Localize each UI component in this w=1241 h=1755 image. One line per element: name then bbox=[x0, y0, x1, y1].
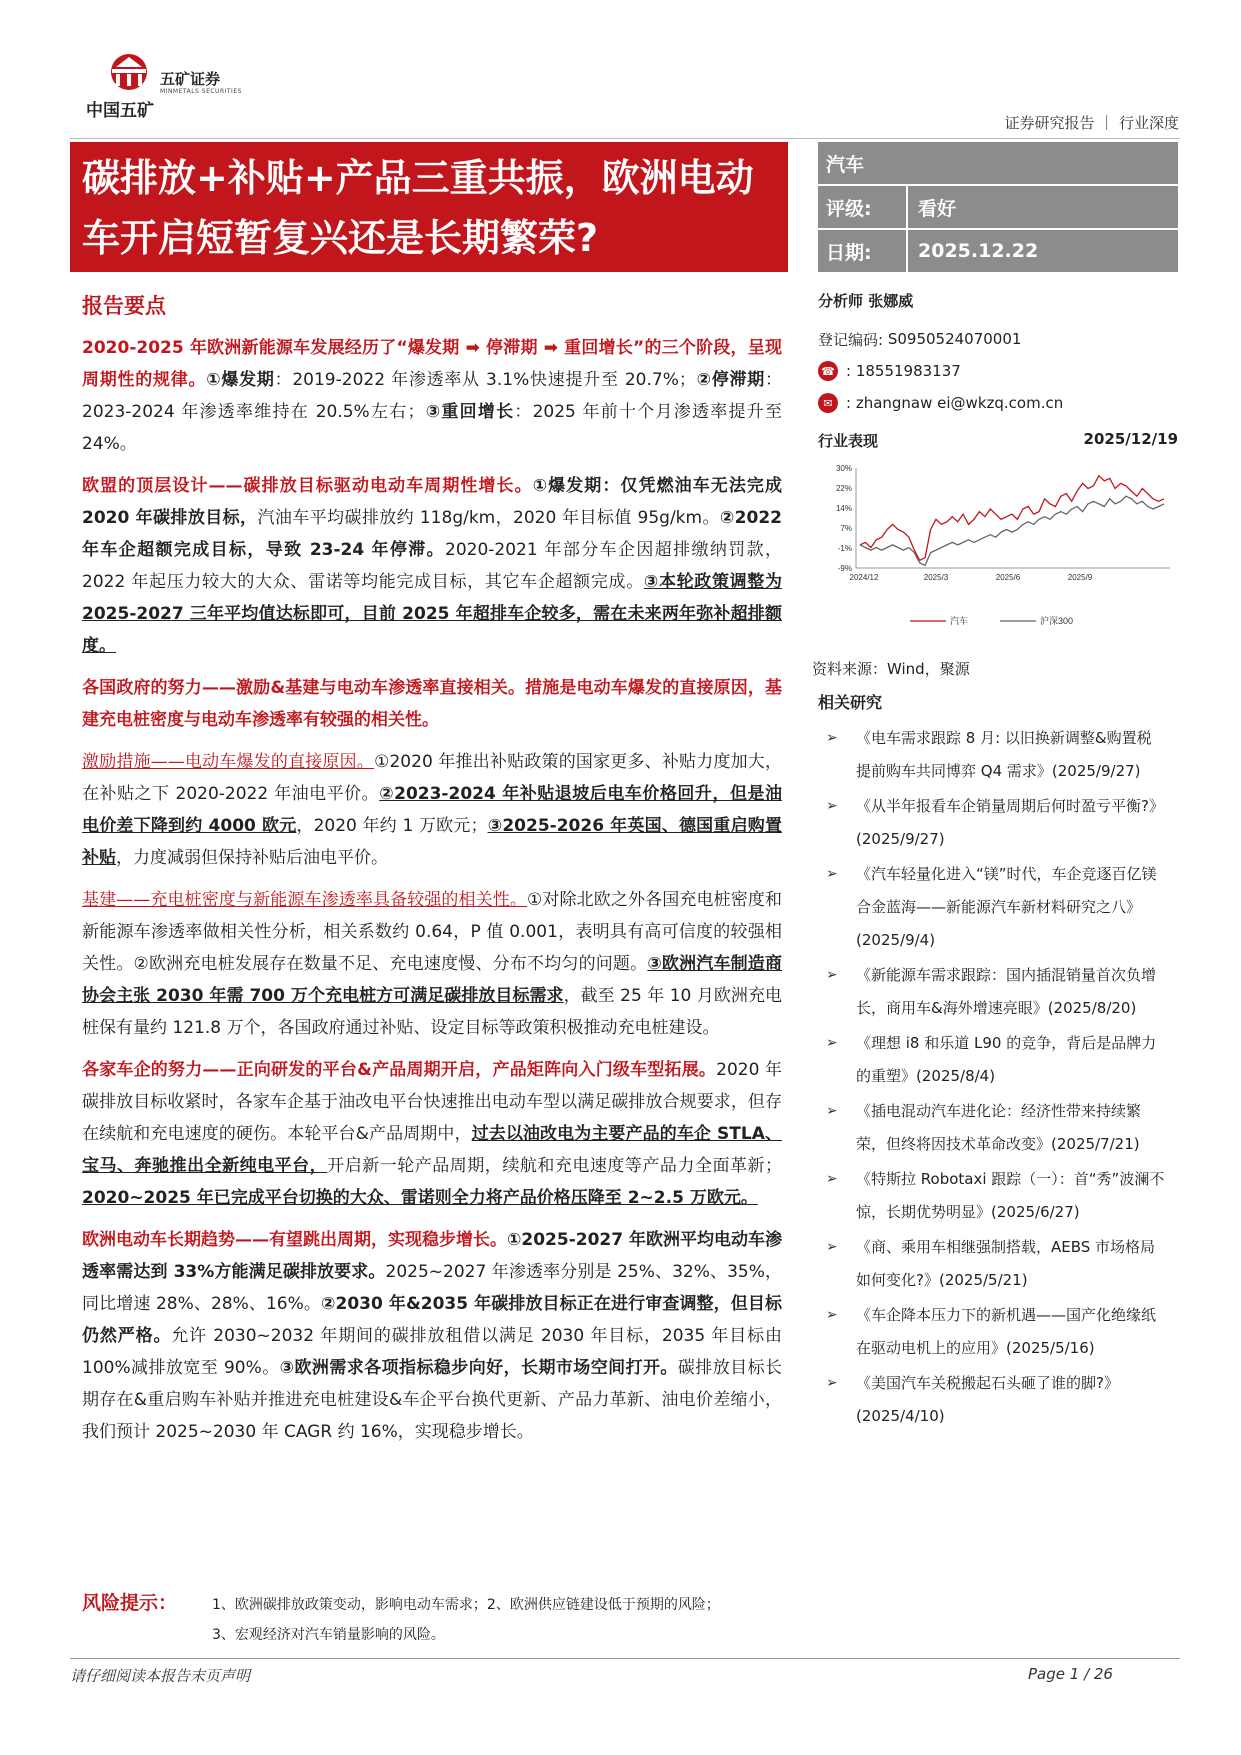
p6-c: 过去以油改电为主要产品的车企 STLA、宝马、奔驰推出全新纯电平台， bbox=[82, 1124, 782, 1176]
related-item[interactable]: ➢ 《车企降本压力下的新机遇——国产化绝缘纸在驱动电机上的应用》(2025/5/16) bbox=[826, 1299, 1166, 1365]
company-name-en: MINMETALS SECURITIES bbox=[160, 88, 242, 95]
sector-label: 汽车 bbox=[826, 153, 865, 176]
rating-row bbox=[818, 186, 1178, 230]
p4-c: ②2023-2024 年补贴退坡后电车价格回升，但是油电价差下降到约 4000 欧元 bbox=[82, 784, 783, 836]
risk-line-1: 1、欧洲碳排放政策变动，影响电动车需求；2、欧洲供应链建设低于预期的风险； bbox=[212, 1597, 720, 1613]
p1-g: ：2025 年前十个月渗透率提升至 24%。 bbox=[82, 402, 782, 454]
p5-lead: 基建——充电桩密度与新能源车渗透率具备较强的相关性。 bbox=[82, 890, 528, 910]
paragraph-6 bbox=[82, 1054, 782, 1214]
p1-f: ③重回增长 bbox=[424, 402, 515, 422]
paragraph-4 bbox=[82, 746, 782, 874]
p1-b: ①爆发期 bbox=[206, 370, 275, 390]
legend-label: 沪深300 bbox=[1040, 616, 1074, 626]
x-tick-label: 2024/12 bbox=[849, 573, 879, 582]
x-tick-label: 2025/9 bbox=[1067, 573, 1093, 582]
related-list bbox=[826, 722, 1166, 1435]
date-row bbox=[818, 230, 1178, 272]
rating-label: 评级: bbox=[826, 197, 872, 220]
p4-b: ①2020 年推出补贴政策的国家更多、补贴力度加大，在补贴之下 2020-2022 年油电平价。 bbox=[82, 752, 782, 804]
p7-g: 碳排放目标长期存在&重启购车补贴并推进充电桩建设&车企平台换代更新、产品力革新、油电价差缩小，我们预计 2025~2030 年 CAGR 约 16%，实现稳步增长。 bbox=[82, 1358, 782, 1442]
related-item[interactable]: ➢ 《汽车轻量化进入“镁”时代，车企竞逐百亿镁合金蓝海——新能源汽车新材料研究之八》(2025/9/4) bbox=[826, 858, 1166, 957]
p7-c: 2025~2027 年渗透率分别是 25%、32%、35%，同比增速 28%、28%、16%。 bbox=[82, 1262, 783, 1314]
page-number: Page 1 / 26 bbox=[1028, 1665, 1113, 1683]
y-tick-label: 7% bbox=[840, 524, 852, 533]
report-title: 碳排放+补贴+产品三重共振，欧洲电动车开启短暂复兴还是长期繁荣? bbox=[70, 142, 788, 272]
y-tick-label: 14% bbox=[835, 504, 852, 513]
related-item[interactable]: ➢ 《商、乘用车相继强制搭载，AEBS 市场格局如何变化?》(2025/5/21) bbox=[826, 1231, 1166, 1297]
group-name: 中国五矿 bbox=[86, 101, 154, 121]
p6-e: 2020~2025 年已完成平台切换的大众、雷诺则全力将产品价格压降至 2~2.5 万欧元。 bbox=[82, 1188, 758, 1208]
y-tick-label: 30% bbox=[835, 464, 852, 473]
sector-row bbox=[818, 142, 1178, 186]
perf-title: 行业表现 bbox=[818, 432, 879, 450]
p4-d: ，2020 年约 1 万欧元； bbox=[296, 816, 488, 836]
p2-b: ①爆发期：仅凭燃油车无法完成 2020 年碳排放目标， bbox=[82, 476, 782, 528]
rating-panel bbox=[818, 142, 1178, 272]
p1-c: ：2019-2022 年渗透率从 3.1%快速提升至 20.7%； bbox=[274, 370, 696, 390]
perf-date: 2025/12/19 bbox=[1083, 430, 1178, 448]
brand-logo bbox=[86, 52, 266, 122]
paragraph-7 bbox=[82, 1224, 782, 1448]
date-value: 2025.12.22 bbox=[918, 240, 1039, 262]
company-name: 五矿证券 bbox=[160, 70, 221, 88]
reg-label: 登记编码: bbox=[818, 330, 884, 349]
p4-lead: 激励措施——电动车爆发的直接原因。 bbox=[82, 752, 375, 772]
p2-d: ②2022 年车企超额完成目标，导致 23-24 年停滞。 bbox=[82, 508, 783, 560]
footer-disclaimer: 请仔细阅读本报告末页声明 bbox=[70, 1667, 251, 1685]
p6-d: 开启新一轮产品周期，续航和充电速度等产品力全面革新； bbox=[327, 1156, 783, 1176]
reg-row bbox=[818, 323, 1178, 355]
footer-divider bbox=[70, 1658, 1180, 1659]
p7-b: ①2025-2027 年欧洲平均电动车渗透率需达到 33%方能满足碳排放要求。 bbox=[82, 1230, 782, 1282]
risk-label: 风险提示： bbox=[82, 1592, 178, 1614]
paragraph-1 bbox=[82, 332, 782, 460]
series-line-汽车 bbox=[860, 476, 1164, 561]
risk-text bbox=[212, 1590, 1112, 1650]
p4-f: ，力度减弱但保持补贴后油电平价。 bbox=[116, 848, 388, 868]
p7-lead: 欧洲电动车长期趋势——有望跳出周期，实现稳步增长。 bbox=[82, 1230, 507, 1250]
p2-f: ③本轮政策调整为 2025-2027 三年平均值达标即可，目前 2025 年超排车企较多，需在未来两年弥补超排额度。 bbox=[82, 572, 782, 656]
phone-number: : 18551983137 bbox=[846, 362, 961, 380]
related-item[interactable]: ➢ 《特斯拉 Robotaxi 跟踪（一）：首“秀”波澜不惊，长期优势明显》(2025/6/27) bbox=[826, 1163, 1166, 1229]
p7-d: ②2030 年&2035 年碳排放目标正在进行审查调整，但目标仍然严格。 bbox=[82, 1294, 782, 1346]
email-row bbox=[818, 387, 1178, 419]
reg-number: S0950524070001 bbox=[887, 330, 1022, 348]
chart-source: 资料来源：Wind，聚源 bbox=[812, 660, 970, 678]
p4-e: ③2025-2026 年英国、德国重启购置补贴 bbox=[82, 816, 782, 868]
y-tick-label: 22% bbox=[835, 484, 852, 493]
related-item[interactable]: ➢ 《电车需求跟踪 8 月: 以旧换新调整&购置税提前购车共同博弈 Q4 需求》(2025/9/27) bbox=[826, 722, 1166, 788]
date-label: 日期: bbox=[826, 241, 872, 264]
industry-performance-chart bbox=[818, 456, 1178, 646]
email-icon: ✉ bbox=[818, 393, 838, 413]
perf-header bbox=[818, 430, 1178, 451]
related-item[interactable]: ➢ 《从半年报看车企销量周期后何时盈亏平衡?》(2025/9/27) bbox=[826, 790, 1166, 856]
p1-e: ：2023-2024 年渗透率维持在 20.5%左右； bbox=[82, 370, 782, 422]
phone-row bbox=[818, 355, 1178, 387]
p1-lead: 2020-2025 年欧洲新能源车发展经历了“爆发期 ➡ 停滞期 ➡ 重回增长”的三个阶段，呈现周期性的规律。 bbox=[82, 338, 782, 390]
minmetals-emblem-icon bbox=[102, 52, 156, 92]
doc-type: 证券研究报告 ｜ 行业深度 bbox=[1004, 114, 1179, 132]
related-item[interactable]: ➢ 《新能源车需求跟踪：国内插混销量首次负增长，商用车&海外增速亮眼》(2025/8/20) bbox=[826, 959, 1166, 1025]
related-title: 相关研究 bbox=[818, 693, 883, 712]
x-tick-label: 2025/3 bbox=[923, 573, 949, 582]
legend-label: 汽车 bbox=[950, 616, 969, 626]
p2-lead: 欧盟的顶层设计——碳排放目标驱动电动车周期性增长。 bbox=[82, 476, 533, 496]
p7-f: ③欧洲需求各项指标稳步向好，长期市场空间打开。 bbox=[279, 1358, 678, 1378]
related-item[interactable]: ➢ 《理想 i8 和乐道 L90 的竞争，背后是品牌力的重塑》(2025/8/4) bbox=[826, 1027, 1166, 1093]
p5-d: ，截至 25 年 10 月欧洲充电桩保有量约 121.8 万个，各国政府通过补贴、设定目标等政策积极推动充电桩建设。 bbox=[82, 986, 782, 1038]
p2-c: 汽油车平均碳排放约 118g/km，2020 年目标值 95g/km。 bbox=[257, 508, 720, 528]
header-divider bbox=[70, 138, 1180, 139]
paragraph-5 bbox=[82, 884, 782, 1044]
section-title: 报告要点 bbox=[82, 294, 166, 318]
phone-icon: ☎ bbox=[818, 361, 838, 381]
p5-b: ①对除北欧之外各国充电桩密度和新能源车渗透率做相关性分析，相关系数约 0.64，P 值 0.001，表明具有高可信度的较强相关性。②欧洲充电桩发展存在数量不足、充电速度慢、分布不均匀的问题。 bbox=[82, 890, 782, 974]
related-item[interactable]: ➢ 《插电混动汽车进化论：经济性带来持续繁荣，但终将因技术革命改变》(2025/7/21) bbox=[826, 1095, 1166, 1161]
p6-lead: 各家车企的努力——正向研发的平台&产品周期开启，产品矩阵向入门级车型拓展。 bbox=[82, 1060, 717, 1080]
analyst-info bbox=[818, 290, 1178, 419]
rating-value: 看好 bbox=[918, 197, 957, 220]
paragraph-3: 各国政府的努力——激励&基建与电动车渗透率直接相关。措施是电动车爆发的直接原因，基建充电桩密度与电动车渗透率有较强的相关性。 bbox=[82, 678, 782, 730]
p6-b: 2020 年碳排放目标收紧时，各家车企基于油改电平台快速推出电动车型以满足碳排放合规要求，但存在续航和充电速度的硬伤。本轮平台&产品周期中， bbox=[82, 1060, 782, 1144]
p2-e: 2020-2021 年部分车企因超排缴纳罚款，2022 年起压力较大的大众、雷诺等均能完成目标，其它车企超额完成。 bbox=[82, 540, 782, 592]
p5-c: ③欧洲汽车制造商协会主张 2030 年需 700 万个充电桩方可满足碳排放目标需求 bbox=[82, 954, 782, 1006]
paragraph-2 bbox=[82, 470, 782, 662]
y-tick-label: -1% bbox=[837, 544, 852, 553]
related-item[interactable]: ➢ 《美国汽车关税搬起石头砸了谁的脚?》(2025/4/10) bbox=[826, 1367, 1166, 1433]
risk-line-2: 3、宏观经济对汽车销量影响的风险。 bbox=[212, 1627, 445, 1643]
analyst-name: 分析师 张娜威 bbox=[818, 292, 914, 310]
series-line-沪深300 bbox=[860, 496, 1164, 565]
y-tick-label: -9% bbox=[837, 564, 852, 573]
p1-d: ②停滞期 bbox=[695, 370, 765, 390]
email-address[interactable]: : zhangnaw ei@wkzq.com.cn bbox=[846, 394, 1064, 412]
report-highlights bbox=[82, 290, 782, 1458]
p7-e: 允许 2030~2032 年期间的碳排放租借以满足 2030 年目标，2035 年目标由 100%减排放宽至 90%。 bbox=[82, 1326, 782, 1378]
x-tick-label: 2025/6 bbox=[995, 573, 1021, 582]
